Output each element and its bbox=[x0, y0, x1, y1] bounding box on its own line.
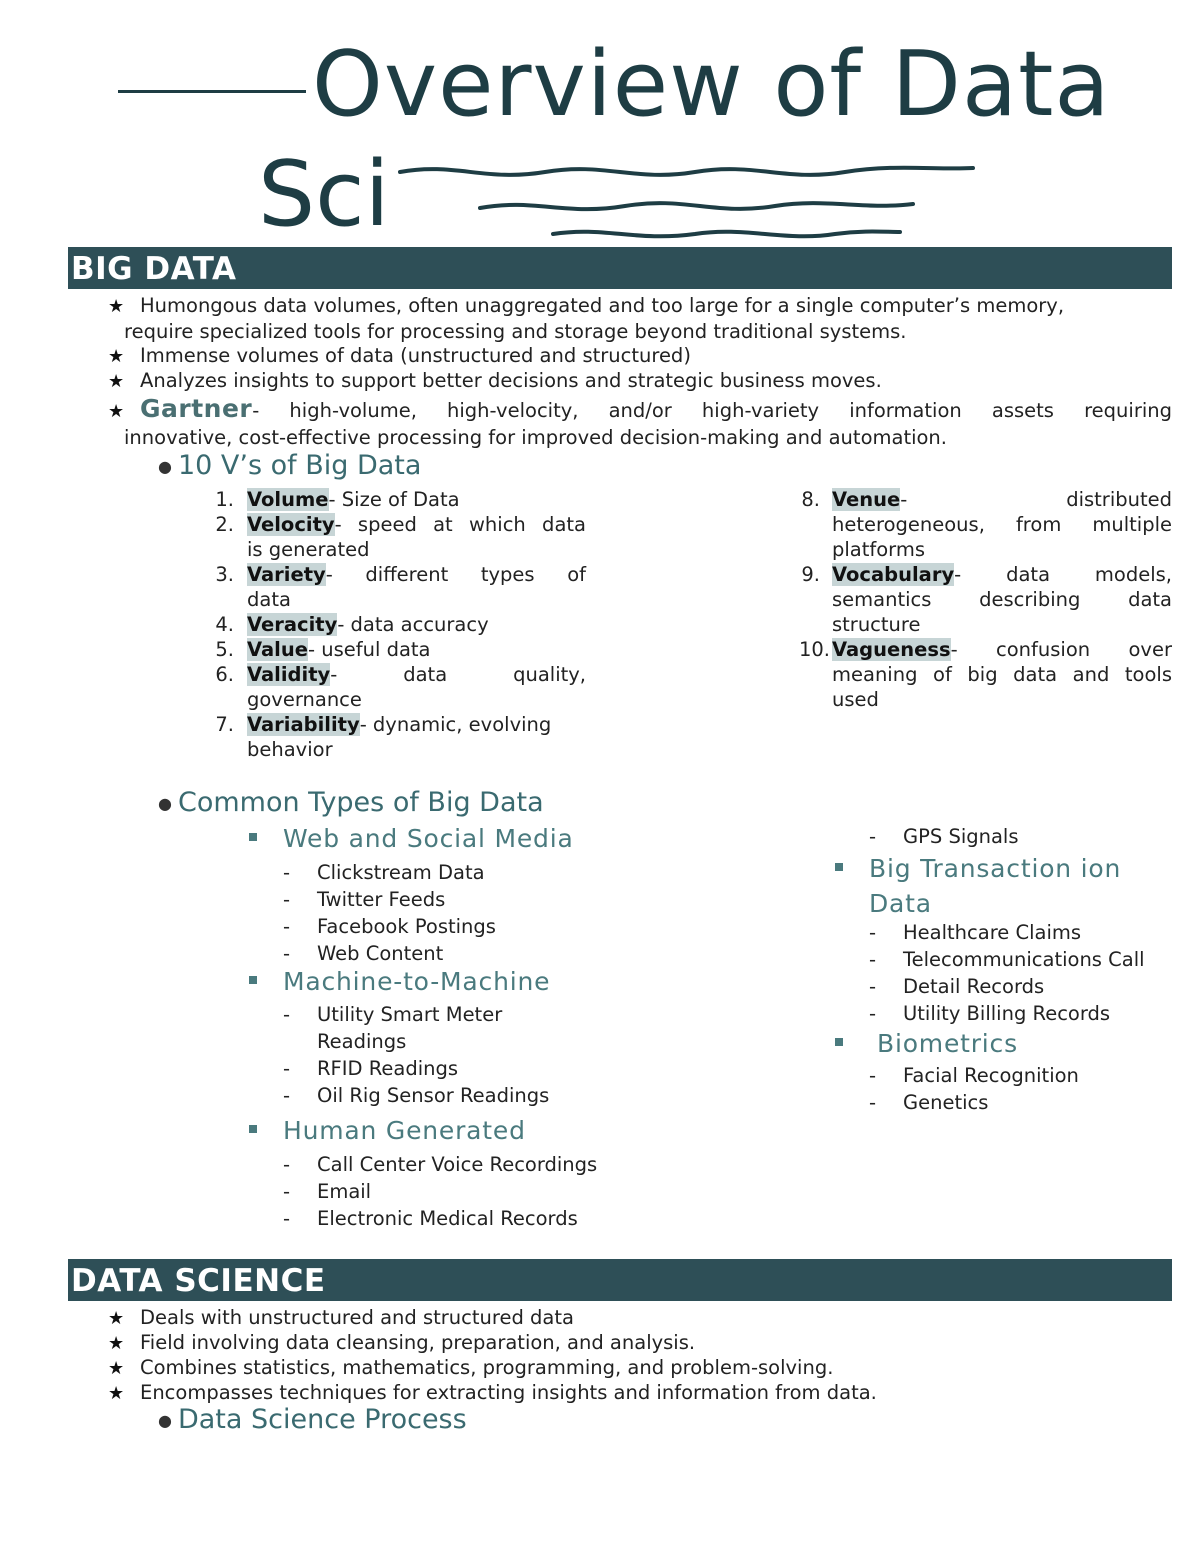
gartner-label: Gartner bbox=[140, 394, 253, 423]
v-list-right: 8. Venue- distributed heterogeneous, from multiple platforms 9. Vocabulary- data models, semantics describing data structure 10. Vagueness- confusion over meaning of big data and tools used bbox=[798, 488, 1172, 712]
v-item-variability: Variability- dynamic, evolving behavior bbox=[247, 713, 552, 762]
list-item: Readings bbox=[317, 1030, 407, 1053]
page-title: Overview of Data bbox=[312, 32, 1111, 137]
list-item: - Utility Smart Meter bbox=[283, 1003, 503, 1026]
list-item: - Email bbox=[283, 1180, 372, 1203]
type-biometrics: Biometrics bbox=[835, 1029, 1018, 1058]
list-item: ★ Field involving data cleansing, preparation, and analysis. bbox=[108, 1331, 696, 1354]
v-item-value: Value- useful data bbox=[247, 638, 431, 661]
list-item: - Utility Billing Records bbox=[869, 1002, 1111, 1025]
list-item: - Electronic Medical Records bbox=[283, 1207, 578, 1230]
list-item: - Call Center Voice Recordings bbox=[283, 1153, 598, 1176]
title-rule bbox=[118, 90, 306, 93]
list-item: ★ Encompasses techniques for extracting insights and information from data. bbox=[108, 1381, 877, 1404]
list-item: - Twitter Feeds bbox=[283, 888, 446, 911]
star-bullet-icon: ★ bbox=[108, 1358, 125, 1379]
list-item-gps: - GPS Signals bbox=[869, 825, 1019, 848]
type-machine-to-machine: Machine-to-Machine bbox=[249, 967, 550, 996]
v-item-validity: Validity- data quality, governance bbox=[247, 663, 586, 712]
list-item: ★ Immense volumes of data (unstructured and structured) bbox=[108, 344, 691, 367]
v-item-velocity: Velocity- speed at which data is generated bbox=[247, 513, 586, 562]
v-item-vagueness: Vagueness- confusion over meaning of big data and tools used bbox=[832, 638, 1172, 712]
star-bullet-icon: ★ bbox=[108, 401, 125, 422]
square-bullet-icon bbox=[249, 976, 257, 984]
v-item-variety: Variety- different types of data bbox=[247, 563, 586, 612]
list-item: - Healthcare Claims bbox=[869, 921, 1082, 944]
list-item: - Oil Rig Sensor Readings bbox=[283, 1084, 550, 1107]
list-item: - Clickstream Data bbox=[283, 861, 485, 884]
page-title-continued: Sci bbox=[258, 142, 390, 247]
bullet-dot-icon: ● bbox=[158, 794, 172, 813]
list-item: - Telecommunications Call bbox=[869, 948, 1145, 971]
star-bullet-icon: ★ bbox=[108, 1308, 125, 1329]
v-item-venue: Venue- distributed heterogeneous, from multiple platforms bbox=[832, 488, 1172, 562]
bullet-dot-icon: ● bbox=[158, 457, 172, 476]
list-item-gartner: ★ Gartner - high-volume, high-velocity, and/or high-variety information assets requiring innovative, cost-effective processing for improved decision-making and automation. bbox=[108, 394, 1172, 449]
subheading-data-science-process: ● Data Science Process bbox=[158, 1404, 467, 1435]
web-items bbox=[283, 859, 496, 967]
bullet-dot-icon: ● bbox=[158, 1411, 172, 1430]
list-item: - RFID Readings bbox=[283, 1057, 459, 1080]
section-heading-data-science: DATA SCIENCE bbox=[68, 1259, 1172, 1301]
subheading-10-vs: ● 10 V’s of Big Data bbox=[158, 450, 422, 481]
biometrics-items bbox=[869, 1062, 1079, 1116]
star-bullet-icon: ★ bbox=[108, 1333, 125, 1354]
v-item-veracity: Veracity- data accuracy bbox=[247, 613, 489, 636]
star-bullet-icon: ★ bbox=[108, 1383, 125, 1404]
star-bullet-icon: ★ bbox=[108, 371, 125, 392]
type-human-generated: Human Generated bbox=[249, 1116, 526, 1145]
list-item: ★ Analyzes insights to support better decisions and strategic business moves. bbox=[108, 369, 882, 392]
square-bullet-icon bbox=[249, 833, 257, 841]
list-item: - Genetics bbox=[869, 1091, 989, 1114]
v-list-left: 1. Volume- Size of Data 2. Velocity- speed at which data is generated 3. Variety- different types of data 4. Veracity- data accuracy 5. Value- useful data 6. Validity- data quality, governance 7. Variability- dynamic, evolving behavior bbox=[215, 488, 586, 762]
list-item: - Facial Recognition bbox=[869, 1064, 1079, 1087]
human-items bbox=[283, 1151, 597, 1232]
square-bullet-icon bbox=[835, 863, 843, 871]
list-item: ★ Deals with unstructured and structured data bbox=[108, 1306, 574, 1329]
list-item: ★ Humongous data volumes, often unaggregated and too large for a single computer’s memory, require specialized tools for processing and storage beyond traditional systems. bbox=[108, 294, 1065, 343]
v-item-volume: Volume- Size of Data bbox=[247, 488, 460, 511]
section-heading-big-data: BIG DATA bbox=[68, 247, 1172, 289]
list-item: - Detail Records bbox=[869, 975, 1045, 998]
handwritten-squiggles bbox=[395, 150, 985, 245]
m2m-items bbox=[283, 1001, 549, 1109]
transaction-items bbox=[869, 919, 1145, 1027]
square-bullet-icon bbox=[835, 1038, 843, 1046]
subheading-common-types: ● Common Types of Big Data bbox=[158, 787, 544, 818]
star-bullet-icon: ★ bbox=[108, 346, 125, 367]
star-bullet-icon: ★ bbox=[108, 296, 125, 317]
list-item: - Web Content bbox=[283, 942, 444, 965]
type-web-social-media: Web and Social Media bbox=[249, 824, 574, 853]
list-item: ★ Combines statistics, mathematics, programming, and problem-solving. bbox=[108, 1356, 834, 1379]
list-item: - Facebook Postings bbox=[283, 915, 496, 938]
type-big-transaction-data: Big Transaction ion Data bbox=[835, 851, 1121, 921]
square-bullet-icon bbox=[249, 1125, 257, 1133]
v-item-vocabulary: Vocabulary- data models, semantics describing data structure bbox=[832, 563, 1172, 637]
